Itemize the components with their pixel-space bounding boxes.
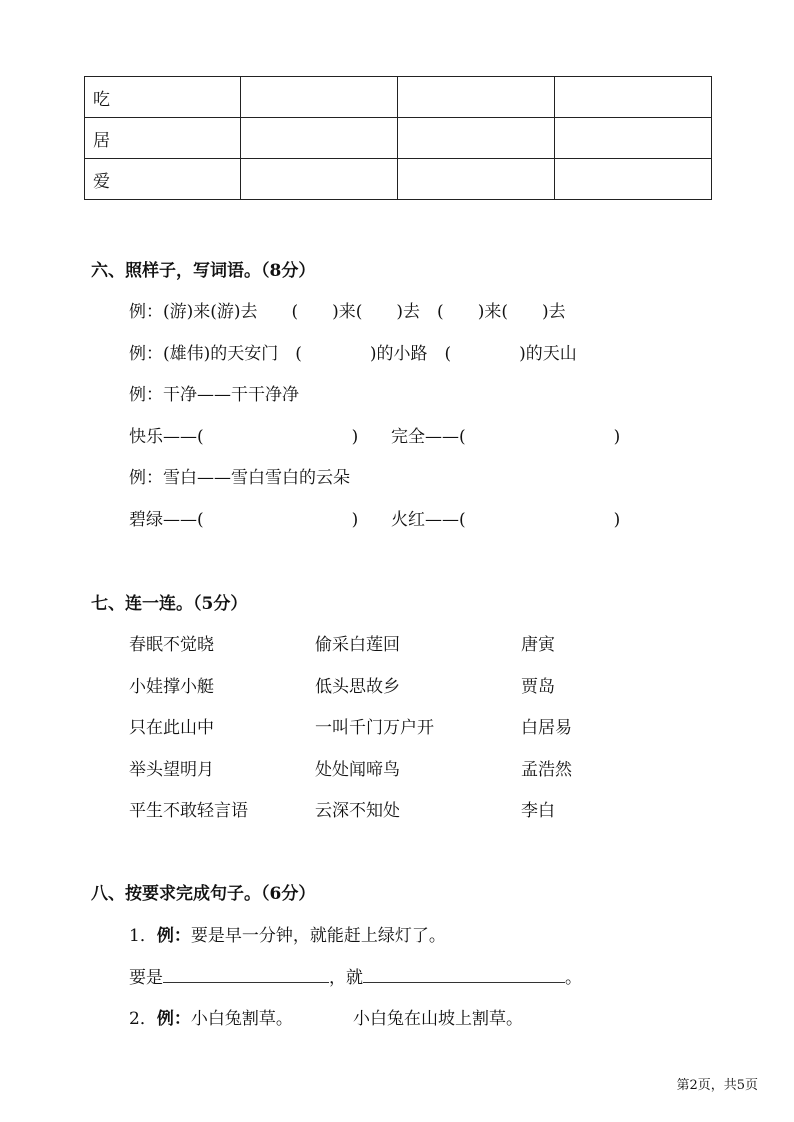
wanquan-prompt: 完全——(: [391, 427, 466, 447]
poem-line-right[interactable]: 处处闻啼鸟: [315, 760, 400, 780]
answer-cell[interactable]: [241, 77, 398, 118]
poem-line-right[interactable]: 低头思故乡: [315, 677, 400, 697]
section7-title: 七、连一连。（5分）: [91, 594, 248, 614]
item1-number: 1．: [129, 926, 157, 946]
item1-example-text: 要是早一分钟，就能赶上绿灯了。: [190, 926, 446, 946]
fill1-blank-a[interactable]: [163, 966, 329, 983]
row-label: 吃: [85, 77, 241, 118]
row-label: 居: [85, 118, 241, 159]
section8-item2: [129, 1004, 293, 1029]
wanquan-close: ): [613, 427, 621, 447]
poem-line-left[interactable]: 只在此山中: [129, 718, 214, 738]
fill1-middle: ，就: [329, 968, 363, 988]
answer-cell[interactable]: [398, 159, 555, 200]
table-row: [85, 77, 712, 118]
answer-cell[interactable]: [555, 77, 712, 118]
poet-name[interactable]: 李白: [521, 801, 555, 821]
item2-number: 2．: [129, 1009, 157, 1029]
kuaile-close: ): [351, 427, 359, 447]
section6-fill-bilv[interactable]: [129, 505, 358, 530]
fill1-suffix: 。: [565, 968, 582, 988]
answer-cell[interactable]: [398, 118, 555, 159]
poet-name[interactable]: 贾岛: [521, 677, 555, 697]
kuaile-prompt: 快乐——(: [129, 427, 204, 447]
item1-example-label: 例：: [156, 926, 191, 946]
poem-line-right[interactable]: 偷采白莲回: [315, 635, 400, 655]
poem-line-left[interactable]: 举头望明月: [129, 760, 214, 780]
section6-title: 六、照样子，写词语。（8分）: [91, 261, 316, 281]
answer-cell[interactable]: [241, 159, 398, 200]
poem-line-left[interactable]: 小娃撑小艇: [129, 677, 214, 697]
section6-fill-kuaile[interactable]: [129, 422, 358, 447]
answer-cell[interactable]: [398, 77, 555, 118]
section6-example-3: 例：干净——干干净净: [129, 385, 299, 405]
fill1-blank-b[interactable]: [363, 966, 565, 983]
bilv-prompt: 碧绿——(: [129, 510, 204, 530]
section8-item1: [129, 921, 446, 946]
fill1-prefix: 要是: [129, 968, 163, 988]
poem-line-left[interactable]: 春眠不觉晓: [129, 635, 214, 655]
page-number: 第2页，共5页: [676, 1078, 758, 1093]
answer-cell[interactable]: [555, 118, 712, 159]
poem-line-right[interactable]: 一叫千门万户开: [315, 718, 434, 738]
huohong-close: ): [613, 510, 621, 530]
huohong-prompt: 火红——(: [391, 510, 466, 530]
item2-example-text: 小白兔割草。: [190, 1009, 293, 1029]
poem-line-left[interactable]: 平生不敢轻言语: [129, 801, 248, 821]
section6-example-4: 例：雪白——雪白雪白的云朵: [129, 468, 350, 488]
poet-name[interactable]: 孟浩然: [521, 760, 572, 780]
section6-example-2: 例：(雄伟)的天安门 ( )的小路 ( )的天山: [129, 344, 577, 364]
row-label: 爱: [85, 159, 241, 200]
character-table: [84, 76, 712, 200]
table-row: [85, 118, 712, 159]
poem-line-right[interactable]: 云深不知处: [315, 801, 400, 821]
poet-name[interactable]: 唐寅: [521, 635, 555, 655]
answer-cell[interactable]: [555, 159, 712, 200]
section6-fill-wanquan[interactable]: [391, 422, 620, 447]
section6-fill-huohong[interactable]: [391, 505, 620, 530]
poet-name[interactable]: 白居易: [521, 718, 572, 738]
bilv-close: ): [351, 510, 359, 530]
section8-fill1: [129, 963, 582, 988]
section8-title: 八、按要求完成句子。（6分）: [91, 884, 316, 904]
table-row: [85, 159, 712, 200]
item2-example-expanded: 小白兔在山坡上割草。: [353, 1009, 523, 1029]
section6-example-1: 例：(游)来(游)去 ( )来( )去 ( )来( )去: [129, 302, 566, 322]
item2-example-label: 例：: [156, 1009, 191, 1029]
answer-cell[interactable]: [241, 118, 398, 159]
